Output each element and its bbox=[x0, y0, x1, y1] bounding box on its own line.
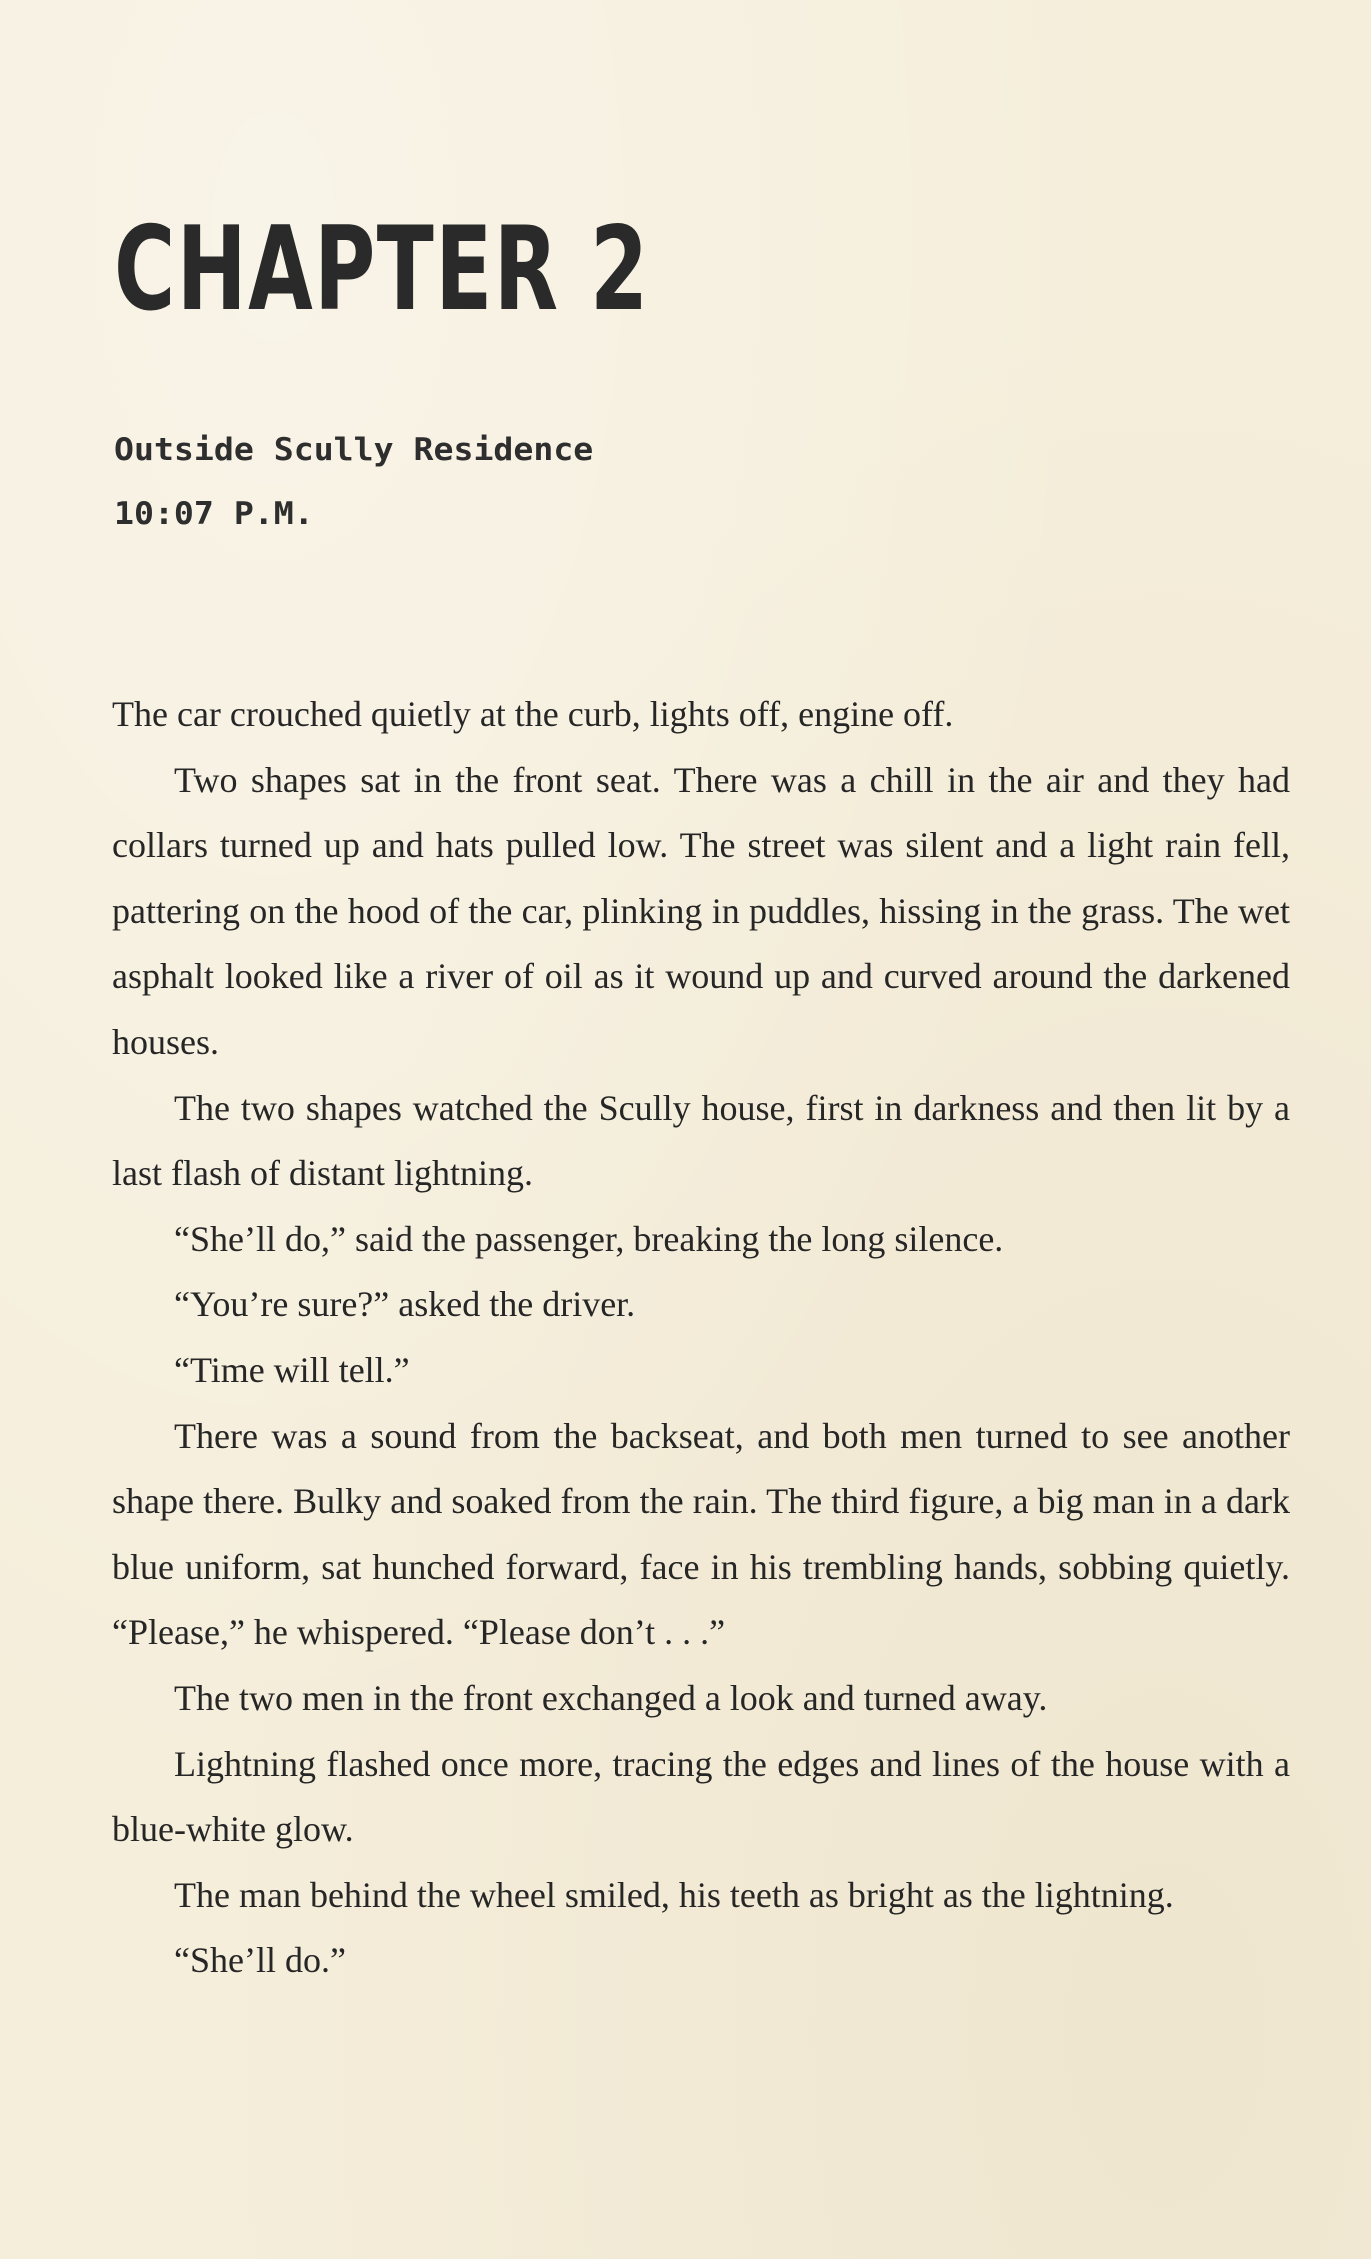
chapter-body bbox=[112, 682, 1290, 1994]
paragraph: The two men in the front exchanged a look and turned away. bbox=[174, 1677, 1048, 1718]
paragraph: The two shapes watched the Scully house, first in darkness and then lit by a last flash of distant lightning. bbox=[112, 1087, 1290, 1194]
paragraph: There was a sound from the backseat, and both men turned to see another shape there. Bulky and soaked from the rain. The third figure, a big man in a dark blue uniform, sat hunched forward, face in his trembling hands, sobbing quietly. “Please,” he whispered. “Please don’t . . .” bbox=[112, 1415, 1290, 1653]
paragraph: The man behind the wheel smiled, his teeth as bright as the lightning. bbox=[174, 1874, 1174, 1915]
paragraph: Lightning flashed once more, tracing the edges and lines of the house with a blue-white glow. bbox=[112, 1743, 1290, 1850]
paragraph: “You’re sure?” asked the driver. bbox=[174, 1284, 636, 1325]
paragraph: “She’ll do.” bbox=[174, 1940, 346, 1981]
slug-time: 10:07 P.M. bbox=[114, 496, 314, 532]
chapter-heading: CHAPTER 2 bbox=[114, 202, 650, 337]
paragraph: The car crouched quietly at the curb, lights off, engine off. bbox=[112, 694, 954, 734]
slug-location: Outside Scully Residence bbox=[114, 432, 594, 468]
scene-slug bbox=[114, 418, 593, 546]
paragraph: “She’ll do,” said the passenger, breaking the long silence. bbox=[174, 1218, 1004, 1259]
paragraph: Two shapes sat in the front seat. There was a chill in the air and they had collars turned up and hats pulled low. The street was silent and a light rain fell, pattering on the hood of the car, plinking in puddles, hissing in the grass. The wet asphalt looked like a river of oil as it wound up and curved around the darkened houses. bbox=[112, 759, 1290, 1062]
paragraph: “Time will tell.” bbox=[174, 1349, 410, 1390]
